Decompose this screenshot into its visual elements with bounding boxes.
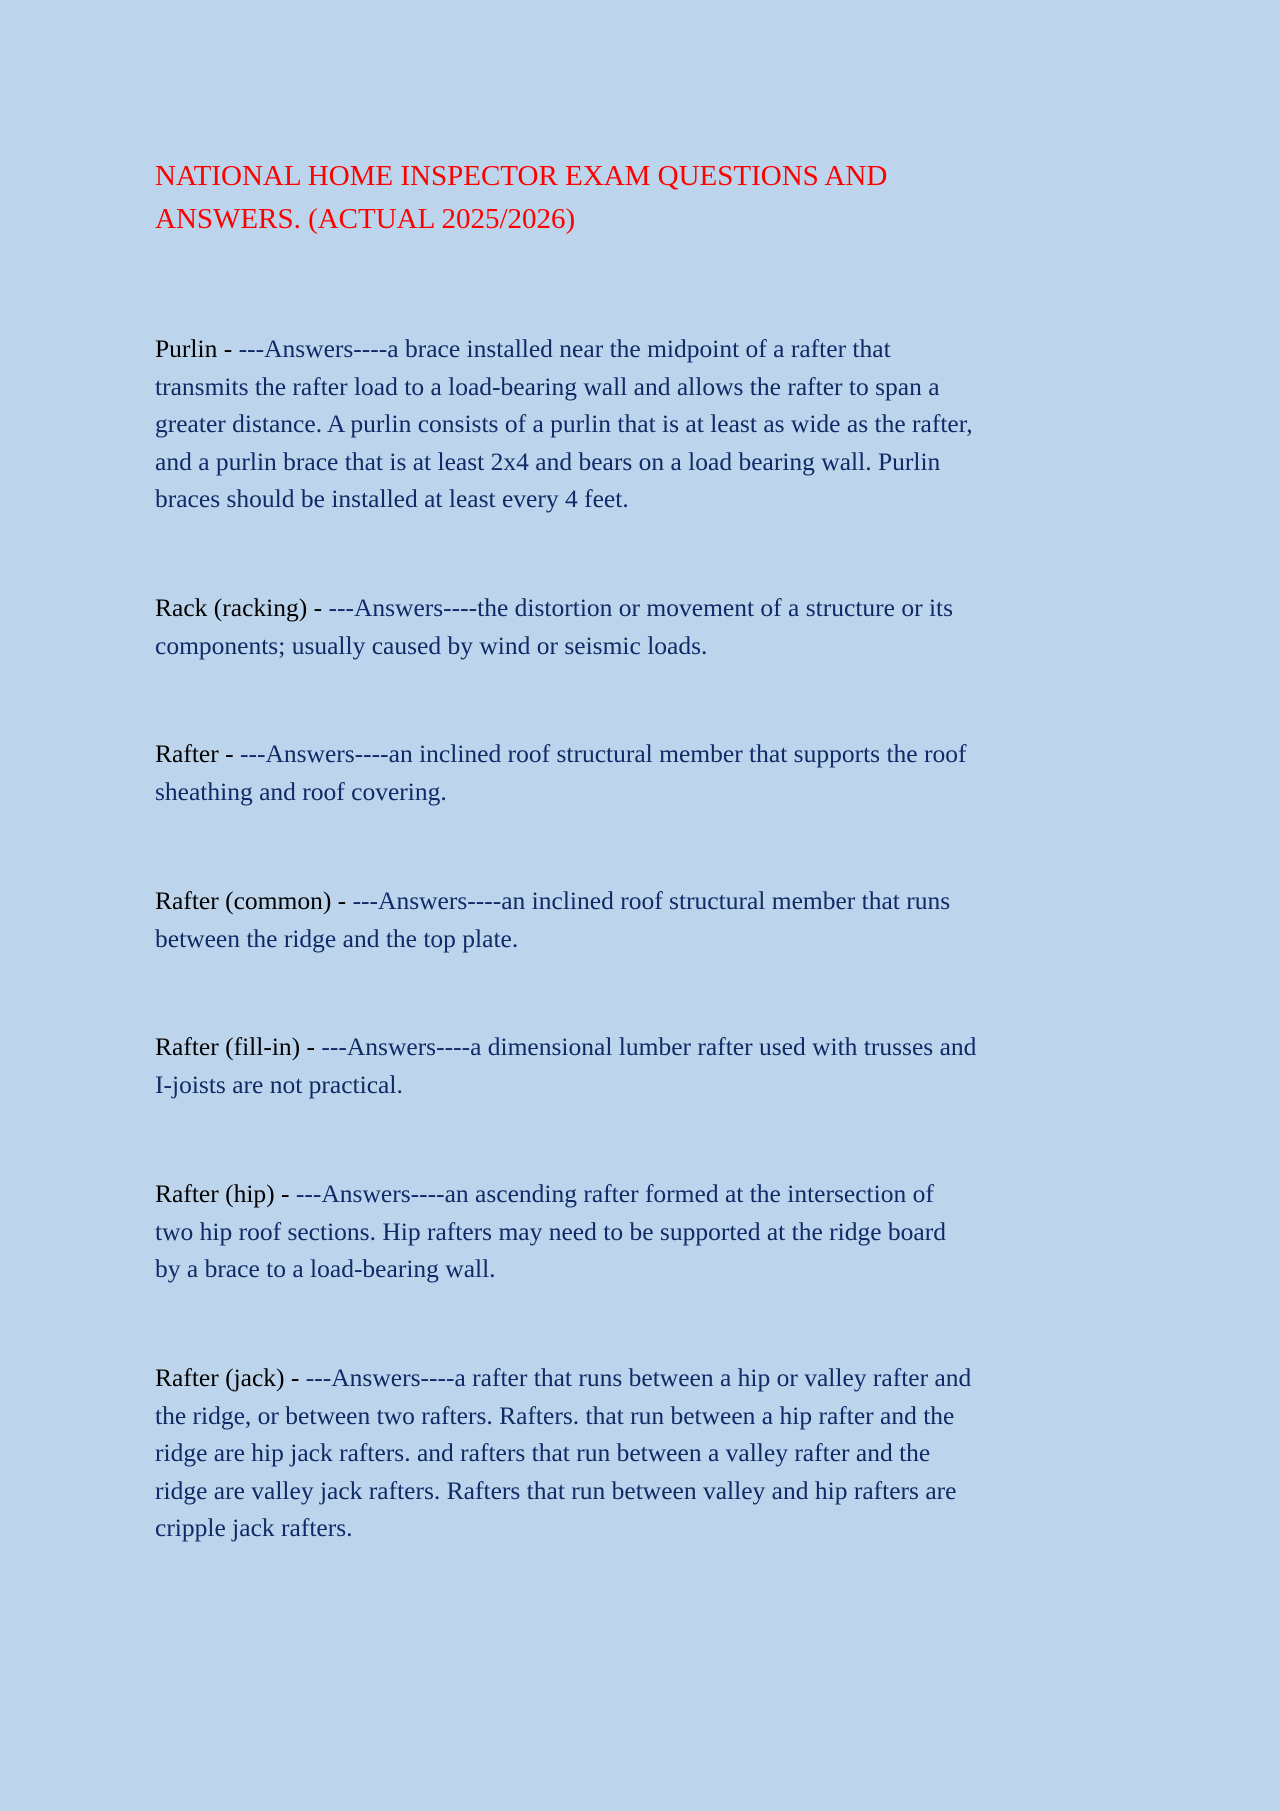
answer-text: I-joists are not practical. [155, 1069, 403, 1099]
entry-line [155, 1213, 1155, 1251]
qa-entry [155, 589, 1155, 664]
answer-text: by a brace to a load-bearing wall. [155, 1254, 496, 1283]
qa-entry [155, 882, 1155, 957]
answer-text: components; usually caused by wind or seismic loads. [155, 630, 708, 660]
answer-text: ---Answers----an inclined roof structural member that runs [352, 886, 951, 915]
entry-line [155, 589, 1155, 627]
entry-line [155, 1028, 1155, 1066]
answer-text: braces should be installed at least every 4 feet. [155, 484, 629, 513]
answer-text: sheathing and roof covering. [155, 776, 447, 806]
entry-line [155, 1472, 1155, 1510]
term: Rafter (fill-in) - [155, 1032, 322, 1061]
entry-line [155, 1434, 1155, 1472]
entry-line [155, 405, 1155, 443]
term: Rafter (hip) - [155, 1179, 296, 1208]
entry-line [155, 1397, 1155, 1435]
answer-text: transmits the rafter load to a load-bearing wall and allows the rafter to span a [155, 371, 940, 401]
qa-entry [155, 1028, 1155, 1103]
title-line: ANSWERS. (ACTUAL 2025/2026) [155, 203, 576, 235]
title-line: NATIONAL HOME INSPECTOR EXAM QUESTIONS AND [155, 160, 888, 192]
answer-text: ---Answers----a dimensional lumber rafter used with trusses and [321, 1032, 977, 1061]
entry-line [155, 480, 1155, 518]
entry-line [155, 368, 1155, 406]
qa-entry [155, 1359, 1155, 1547]
answer-text: ---Answers----an ascending rafter formed at the intersection of [295, 1179, 934, 1208]
entry-line [155, 735, 1155, 773]
answer-text: the ridge, or between two rafters. Rafters. that run between a hip rafter and the [155, 1400, 955, 1430]
term: Rafter (jack) - [155, 1363, 306, 1392]
entry-line [155, 1359, 1155, 1397]
entry-line [155, 1066, 1155, 1104]
answer-text: ---Answers----a rafter that runs between a hip or valley rafter and [305, 1363, 972, 1392]
entry-line [155, 882, 1155, 920]
answer-text: ---Answers----the distortion or movement of a structure or its [328, 593, 954, 622]
answer-text: cripple jack rafters. [155, 1513, 353, 1542]
answer-text: ---Answers----a brace installed near the midpoint of a rafter that [238, 334, 891, 363]
answer-text: and a purlin brace that is at least 2x4 and bears on a load bearing wall. Purlin [155, 446, 941, 476]
qa-entry [155, 1175, 1155, 1288]
term: Purlin - [155, 334, 239, 363]
entry-line [155, 1175, 1155, 1213]
entry-line [155, 920, 1155, 958]
answer-text: ridge are hip jack rafters. and rafters that run between a valley rafter and the [155, 1438, 931, 1467]
term: Rack (racking) - [155, 593, 329, 622]
qa-entry [155, 330, 1155, 518]
entry-line [155, 627, 1155, 665]
answer-text: ---Answers----an inclined roof structural member that supports the roof [239, 739, 967, 768]
term: Rafter - [155, 739, 240, 768]
entry-line [155, 773, 1155, 811]
document-title [155, 155, 1135, 241]
entry-line [155, 1509, 1155, 1547]
answer-text: greater distance. A purlin consists of a purlin that is at least as wide as the rafter, [155, 409, 973, 438]
answer-text: between the ridge and the top plate. [155, 923, 519, 953]
entry-line [155, 330, 1155, 368]
term: Rafter (common) - [155, 886, 353, 915]
entry-line [155, 443, 1155, 481]
answer-text: ridge are valley jack rafters. Rafters that run between valley and hip rafters are [155, 1475, 957, 1505]
answer-text: two hip roof sections. Hip rafters may need to be supported at the ridge board [155, 1216, 946, 1246]
qa-entry [155, 735, 1155, 810]
entry-line [155, 1250, 1155, 1288]
